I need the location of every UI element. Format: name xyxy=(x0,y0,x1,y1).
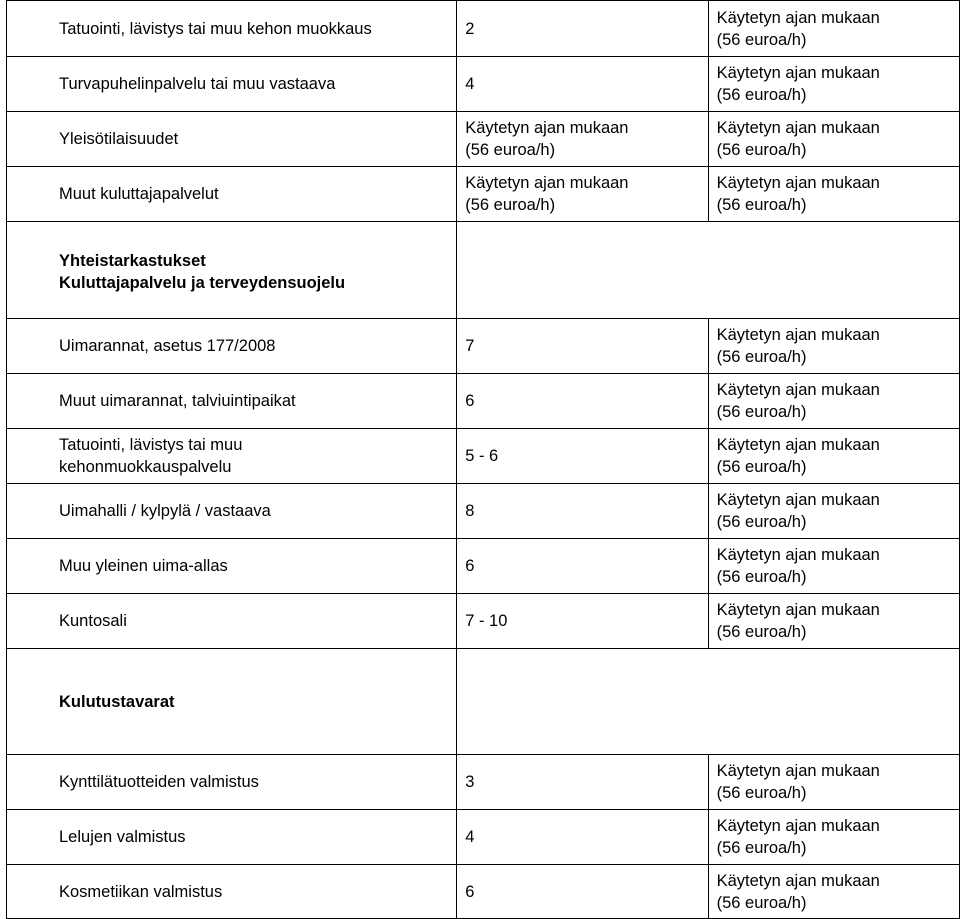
inspection-hours: 6 xyxy=(457,374,708,429)
section-title-consumer-goods: Kulutustavarat xyxy=(7,649,457,755)
table-row xyxy=(7,374,960,429)
service-name: Muu yleinen uima-allas xyxy=(7,539,457,594)
inspection-hours: 8 xyxy=(457,484,708,539)
fee-rate: Käytetyn ajan mukaan (56 euroa/h) xyxy=(708,484,959,539)
service-name: Muut uimarannat, talviuintipaikat xyxy=(7,374,457,429)
service-name: Muut kuluttajapalvelut xyxy=(7,167,457,222)
inspection-rate: Käytetyn ajan mukaan (56 euroa/h) xyxy=(457,167,708,222)
fee-rate: Käytetyn ajan mukaan (56 euroa/h) xyxy=(708,429,959,484)
table-row xyxy=(7,594,960,649)
fee-rate: Käytetyn ajan mukaan (56 euroa/h) xyxy=(708,167,959,222)
table-row xyxy=(7,112,960,167)
section-header-row xyxy=(7,649,960,755)
service-name: Uimarannat, asetus 177/2008 xyxy=(7,319,457,374)
table-row xyxy=(7,429,960,484)
table-row xyxy=(7,539,960,594)
fee-rate: Käytetyn ajan mukaan (56 euroa/h) xyxy=(708,57,959,112)
fee-rate: Käytetyn ajan mukaan (56 euroa/h) xyxy=(708,539,959,594)
fee-table xyxy=(6,0,960,919)
service-name: Lelujen valmistus xyxy=(7,810,457,865)
service-name: Kuntosali xyxy=(7,594,457,649)
inspection-hours: 4 xyxy=(457,57,708,112)
inspection-hours: 6 xyxy=(457,539,708,594)
inspection-hours: 7 xyxy=(457,319,708,374)
table-row xyxy=(7,167,960,222)
section-blank-cell xyxy=(457,649,960,755)
table-row xyxy=(7,484,960,539)
inspection-rate: Käytetyn ajan mukaan (56 euroa/h) xyxy=(457,112,708,167)
fee-rate: Käytetyn ajan mukaan (56 euroa/h) xyxy=(708,374,959,429)
service-name: Uimahalli / kylpylä / vastaava xyxy=(7,484,457,539)
service-name: Kynttilätuotteiden valmistus xyxy=(7,755,457,810)
fee-rate: Käytetyn ajan mukaan (56 euroa/h) xyxy=(708,319,959,374)
inspection-hours: 4 xyxy=(457,810,708,865)
inspection-hours: 6 xyxy=(457,865,708,919)
table-row xyxy=(7,810,960,865)
section-header-row xyxy=(7,222,960,319)
service-name: Yleisötilaisuudet xyxy=(7,112,457,167)
service-name: Kosmetiikan valmistus xyxy=(7,865,457,919)
table-row xyxy=(7,57,960,112)
inspection-hours: 2 xyxy=(457,1,708,57)
section-blank-cell xyxy=(457,222,960,319)
section-title-inspections: Yhteistarkastukset Kuluttajapalvelu ja terveydensuojelu xyxy=(7,222,457,319)
fee-rate: Käytetyn ajan mukaan (56 euroa/h) xyxy=(708,112,959,167)
table-row xyxy=(7,1,960,57)
table-row xyxy=(7,865,960,919)
table-row xyxy=(7,755,960,810)
fee-rate: Käytetyn ajan mukaan (56 euroa/h) xyxy=(708,810,959,865)
fee-rate: Käytetyn ajan mukaan (56 euroa/h) xyxy=(708,865,959,919)
inspection-hours: 7 - 10 xyxy=(457,594,708,649)
service-name: Tatuointi, lävistys tai muu kehon muokkaus xyxy=(7,1,457,57)
inspection-hours: 3 xyxy=(457,755,708,810)
service-name: Tatuointi, lävistys tai muu kehonmuokkauspalvelu xyxy=(7,429,457,484)
inspection-hours: 5 - 6 xyxy=(457,429,708,484)
table-row xyxy=(7,319,960,374)
fee-rate: Käytetyn ajan mukaan (56 euroa/h) xyxy=(708,755,959,810)
service-name: Turvapuhelinpalvelu tai muu vastaava xyxy=(7,57,457,112)
fee-rate: Käytetyn ajan mukaan (56 euroa/h) xyxy=(708,594,959,649)
fee-rate: Käytetyn ajan mukaan (56 euroa/h) xyxy=(708,1,959,57)
